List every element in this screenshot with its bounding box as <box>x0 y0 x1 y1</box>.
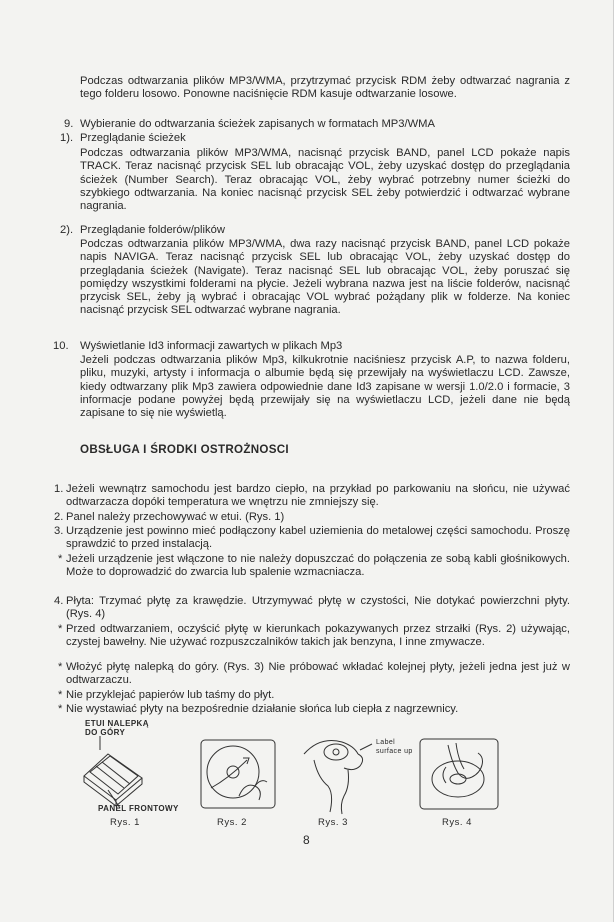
page-number: 8 <box>303 833 310 847</box>
fig4-caption: Rys. 4 <box>442 817 472 828</box>
item-10-body: Jeżeli podczas odtwarzania plików Mp3, kilkukrotnie naciśniesz przycisk A.P, to nazwa folderu, pliku, muzyki, artysty i informacja o albumie będą się przewijały na wyświetlaczu LCD. Zawsze, kiedy odtwarzany plik Mp3 zawiera odpowiednie dane Id3 zapisane w wersji 1.0/2.0 i formacie, 3 informacje podane powyżej będą przewijały się na wyświetlaczu LCD, jeżeli dane nie będą zapisane to się nie wyświetlą. <box>80 354 570 420</box>
care-3-note: Jeżeli urządzenie jest włączone to nie należy dopuszczać do połączenia ze sobą kabli głośnikowych. Może to doprowadzić do zwarcia lub spalenie wzmacniacza. <box>66 553 570 579</box>
sub-2-body: Podczas odtwarzania plików MP3/WMA, dwa razy nacisnąć przycisk BAND, panel LCD pokaże napis NAVIGA. Teraz nacisnąć przycisk SEL lub obracając VOL, żeby uzyskać dostęp do przeglądania ścieżek (Navigate). Teraz nacisnąć SEL lub obracając VOL, żeby poruszać się pomiędzy wszystkimi folderami na płycie. Jeżeli wybrana nazwa jest na liście folderów, nacisnąć przycisk SEL, żeby ją wybrać i obracając VOL wybrać pożądany plik w folderze. Na koniec nacisnąć przycisk SEL odtwarzać wybrane nagrania. <box>80 238 570 317</box>
fig2-caption: Rys. 2 <box>217 817 247 828</box>
care-3-text: Urządzenie jest powinno mieć podłączony kabel uziemienia do metalowej części samochodu. Proszę sprawdzić to przed instalacją. <box>66 525 570 551</box>
item-10-number: 10. <box>53 340 69 352</box>
care-4-text: Płyta: Trzymać płytę za krawędzie. Utrzymywać płytę w czystości, Nie dotykać powierzchni płyty. (Rys. 4) <box>66 595 570 621</box>
care-1-text: Jeżeli wewnątrz samochodu jest bardzo ciepło, na przykład po parkowaniu na słońcu, nie używać odtwarzacza dopóki temperatura we wnętrzu nie zmniejszy się. <box>66 483 570 509</box>
care-2-text: Panel należy przechowywać w etui. (Rys. 1) <box>66 511 285 523</box>
fig3-label-up-illustration <box>300 734 382 814</box>
care-4-note-1: Przed odtwarzaniem, oczyścić płytę w kierunkach pokazywanych przez strzałki (Rys. 2) używając, czystej bawełny. Nie używać rozpuszczalników takich jak benzyna, I inne zmywacze. <box>66 623 570 649</box>
fig1-label-top-1: ETUI NALEPKĄ <box>85 719 149 728</box>
care-4-note-4-star: * <box>58 703 63 715</box>
sub-1-number: 1). <box>60 132 74 144</box>
sub-1-title: Przeglądanie ścieżek <box>80 132 186 144</box>
care-1-number: 1. <box>54 483 64 495</box>
sub-1-body: Podczas odtwarzania plików MP3/WMA, nacisnąć przycisk BAND, panel LCD pokaże napis TRACK. Teraz nacisnąć przycisk SEL lub obracając VOL, żeby uzyskać dostęp do przeglądania ścieżek (Number Search). Teraz obracając VOL, żeby wybrać potrzebny numer ścieżki do szybkiego odtwarzania. Na koniec nacisnąć przycisk SEL żeby potwierdzić i odtwarzać wybrane nagrania. <box>80 147 570 213</box>
care-4-note-2: Włożyć płytę nalepką do góry. (Rys. 3) Nie próbować wkładać kolejnej płyty, jeżeli jedna jest już w odtwarzaczu. <box>66 661 570 687</box>
item-9-number: 9. <box>64 118 74 130</box>
care-2-number: 2. <box>54 511 64 523</box>
fig4-disc-handling-illustration <box>418 737 500 811</box>
item-9-title: Wybieranie do odtwarzania ścieżek zapisanych w formatach MP3/WMA <box>80 118 435 130</box>
care-4-note-2-star: * <box>58 661 63 673</box>
care-3-note-star: * <box>58 553 63 565</box>
item-10-title: Wyświetlanie Id3 informacji zawartych w plikach Mp3 <box>80 340 343 352</box>
fig3-caption: Rys. 3 <box>318 817 348 828</box>
section-heading: OBSŁUGA I ŚRODKI OSTROŻNOSCI <box>80 443 289 456</box>
rdm-paragraph: Podczas odtwarzania plików MP3/WMA, przytrzymać przycisk RDM żeby odtwarzać nagrania z tego folderu losowo. Ponowne naciśnięcie RDM kasuje odtwarzanie losowe. <box>80 75 570 101</box>
sub-2-title: Przeglądanie folderów/plików <box>80 224 225 236</box>
fig3-label-2: surface up <box>376 748 413 755</box>
care-4-note-1-star: * <box>58 623 63 635</box>
fig1-label-bottom: PANEL FRONTOWY <box>98 804 179 813</box>
care-4-note-4: Nie wystawiać płyty na bezpośrednie działanie słońca lub ciepła z nagrzewnicy. <box>66 703 459 715</box>
fig1-label-top-2: DO GÓRY <box>85 728 126 737</box>
fig1-caption: Rys. 1 <box>110 817 140 828</box>
fig2-disc-cleaning-illustration <box>199 738 279 810</box>
sub-2-number: 2). <box>60 224 74 236</box>
care-4-note-3: Nie przyklejać papierów lub taśmy do płyt. <box>66 689 275 701</box>
fig3-label-1: Label <box>376 739 396 746</box>
care-4-note-3-star: * <box>58 689 63 701</box>
fig1-panel-case-illustration <box>80 736 190 804</box>
care-3-number: 3. <box>54 525 64 537</box>
care-4-number: 4. <box>54 595 64 607</box>
